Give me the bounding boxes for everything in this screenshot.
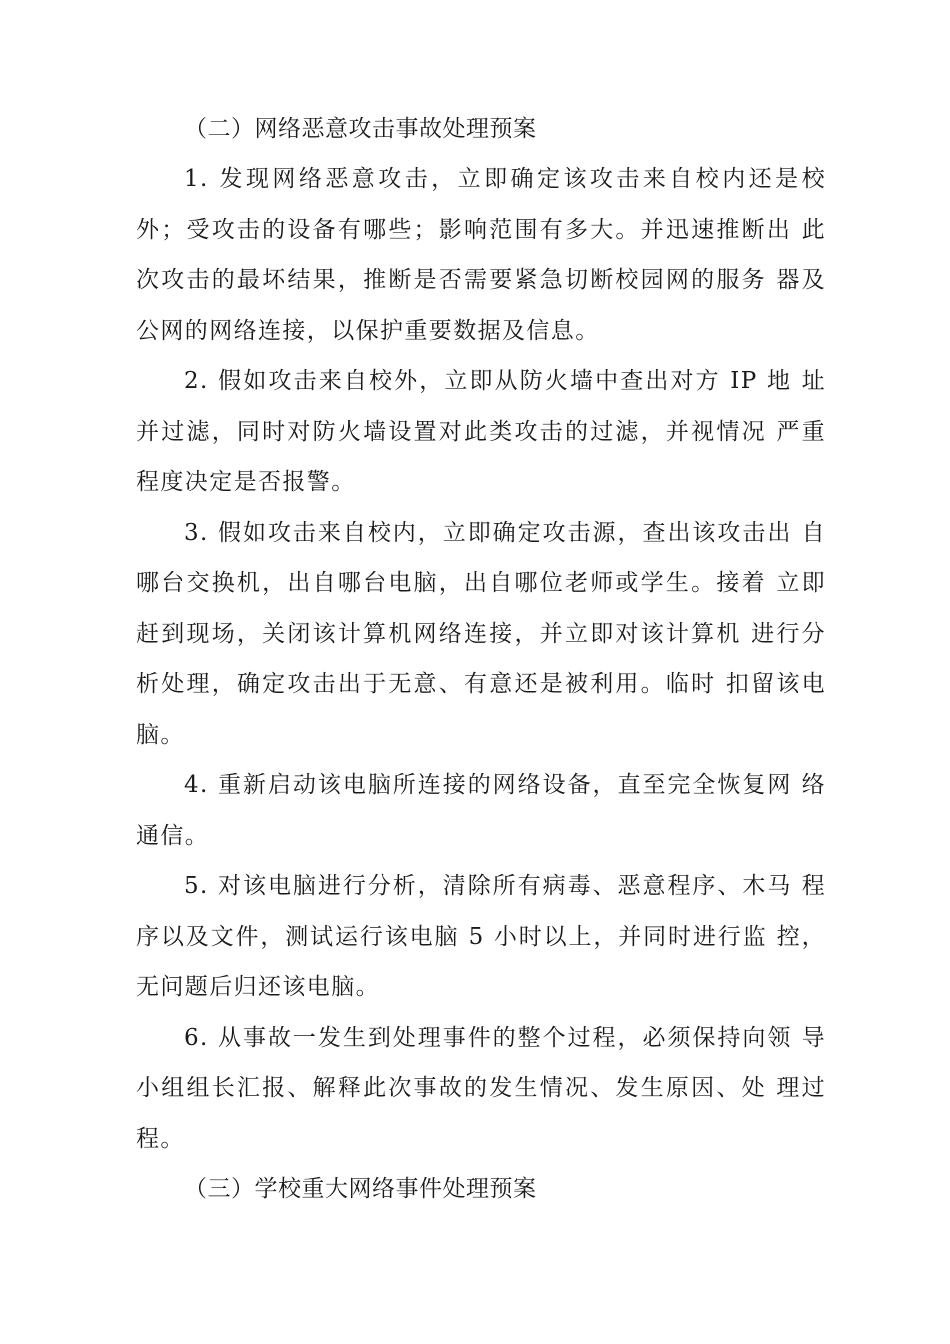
- paragraph-5: 5. 对该电脑进行分析，清除所有病毒、恶意程序、木马 程序以及文件，测试运行该电脑 5 小时以上，并同时进行监 控，无问题后归还该电脑。: [136, 873, 826, 1000]
- paragraph-2: 2. 假如攻击来自校外，立即从防火墙中查出对方 IP 地 址并过滤，同时对防火墙设置对此类攻击的过滤，并视情况 严重程度决定是否报警。: [136, 368, 826, 495]
- document-body: [136, 104, 826, 1214]
- section-heading-major-network-event: （三）学校重大网络事件处理预案: [184, 1176, 537, 1202]
- section-heading-network-attack: （二）网络恶意攻击事故处理预案: [184, 116, 537, 142]
- paragraph-3: 3. 假如攻击来自校内，立即确定攻击源，查出该攻击出 自哪台交换机，出自哪台电脑，出自哪位老师或学生。接着 立即赶到现场，关闭该计算机网络连接，并立即对该计算机 进行分析处理，确定攻击出于无意、有意还是被利用。临时 扣留该电脑。: [136, 519, 826, 748]
- paragraph-6: 6. 从事故一发生到处理事件的整个过程，必须保持向领 导小组组长汇报、解释此次事故的发生情况、发生原因、处 理过程。: [136, 1024, 826, 1152]
- paragraph-1: 1. 发现网络恶意攻击，立即确定该攻击来自校内还是校外；受攻击的设备有哪些；影响范围有多大。并迅速推断出 此次攻击的最坏结果，推断是否需要紧急切断校园网的服务 器及公网的网络连接，以保护重要数据及信息。: [136, 166, 826, 344]
- paragraph-4: 4. 重新启动该电脑所连接的网络设备，直至完全恢复网 络通信。: [136, 772, 826, 849]
